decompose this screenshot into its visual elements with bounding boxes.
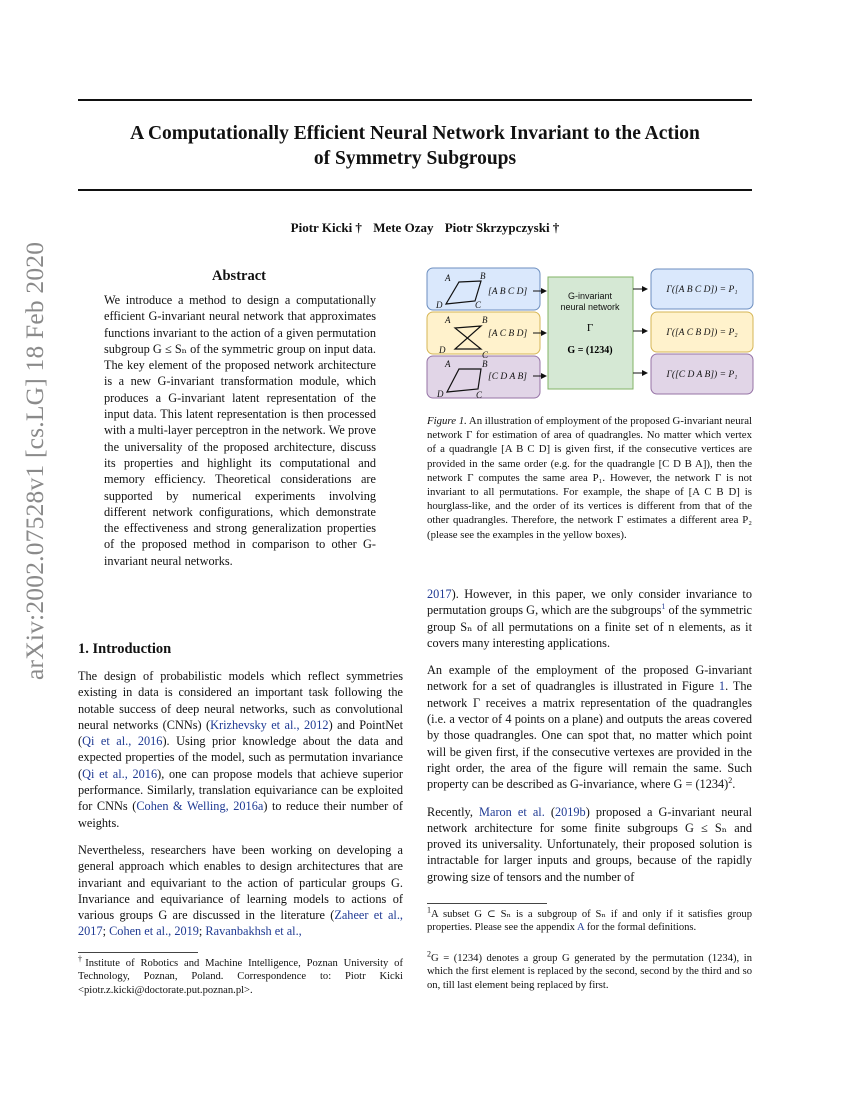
tuple-label-2: [A C B D] <box>488 329 528 339</box>
citation-link[interactable]: Cohen & Welling, 2016a <box>136 799 264 814</box>
gamma-symbol: Γ <box>586 322 594 334</box>
vertex-label: C <box>475 300 482 310</box>
paper-title <box>78 121 752 171</box>
text-run: ). However, in this paper, we only consider invariance to permutation groups G, which are the subgroups <box>427 587 752 618</box>
footnote-mark: 1 <box>427 905 431 915</box>
footnote-text: Institute of Robotics and Machine Intelligence, Poznan University of Technology, Poznan, Poland. Correspondence to: Piotr Kicki <piotr.z.kicki@doctorate.put.poznan.pl>. <box>78 958 404 996</box>
arxiv-side-label: arXiv:2002.07528v1 [cs.LG] 18 Feb 2020 <box>20 241 49 680</box>
vertex-label: B <box>480 271 486 281</box>
vertex-label: A <box>445 273 451 283</box>
title-bottom-rule <box>78 189 752 191</box>
introduction-body <box>78 668 403 951</box>
text-run: Nevertheless, researchers have been working on developing a general approach which enables to design architectures that are invariant and equivariant to the action of particular groups G. Invariance and equivariance of learning models to actions of various groups G are discussed in the literature ( <box>78 842 403 923</box>
footnote-rule-left <box>78 952 198 953</box>
citation-link[interactable]: Ravanbakhsh et al., <box>205 924 302 939</box>
vertex-label: C <box>482 350 489 360</box>
introduction-heading: 1. Introduction <box>78 641 172 657</box>
text-run: ), one can propose models that achieve superior performance. Similarly, translation equivariance can be exploited for CNNs ( <box>78 766 403 814</box>
author-3: Piotr Skrzypczyski † <box>444 220 560 235</box>
intro-paragraph-2 <box>78 842 403 940</box>
figure-1-diagram <box>425 265 755 405</box>
caption-text <box>427 414 752 542</box>
intro-paragraph-1 <box>78 668 403 831</box>
text-run: The design of probabilistic models which reflect symmetries existing in data is considered an important task following the notable success of deep neural networks, such as convolutional neural networks (CNNs) ( <box>78 669 403 732</box>
vertex-label: D <box>439 345 446 355</box>
citation-link[interactable]: Qi et al., 2016 <box>82 766 158 781</box>
right-column-body <box>427 586 752 896</box>
text-run: An example of the employment of the proposed G-invariant network for a set of quadrangles is illustrated in Figure <box>427 663 752 694</box>
text-run: ) to reduce their number of weights. <box>78 799 403 830</box>
affiliation-footnote <box>78 954 404 997</box>
vertex-label: A <box>445 359 451 369</box>
vertex-label: D <box>436 300 443 310</box>
author-list <box>0 220 850 236</box>
footnote-rule-right <box>427 903 547 904</box>
tuple-label-3: [C D A B] <box>488 372 527 382</box>
abstract-body <box>104 292 376 580</box>
title-line-2: of Symmetry Subgroups <box>313 148 517 169</box>
author-1: Piotr Kicki † <box>290 220 362 235</box>
text-run: ; <box>198 924 206 939</box>
abstract-text: We introduce a method to design a computationally efficient G-invariant neural network that approximates functions invariant to the action of a given permutation subgroup G ≤ Sₙ of the symmetric group on input data. The key element of the proposed network architecture is a new G-invariant transformation module, which produces a G-invariant latent representation of the input data. This latent representation is then processed with a multi-layer perceptron in the network. We prove the universality of the proposed architecture, discuss its properties and highlight its computational and memory efficiency. Theoretical considerations are supported by numerical experiments involving different network configurations, which demonstrate the effectiveness and strong generalization properties of the proposed method in comparison to other G-invariant neural networks. <box>104 293 376 568</box>
vertex-label: B <box>482 359 488 369</box>
caption-body: An illustration of employment of the proposed G-invariant neural network Γ for estimation of area of quadrangles. No matter which vertex of a quadrangle [A B C D] is given first, if the consecutive vertices are provided in the same order (e.g. for the quadrangle [C D B A]), then the network Γ computes the same area P₁. However, the network Γ is not invariant to all permutations. For example, the shape of [A C B D] is hourglass-like, and the order of its vertices is different from that of the other quadrangles. Therefore, the network Γ estimates a different area P₂ (please see the examples in the yellow boxes). <box>427 415 752 541</box>
citation-link[interactable]: 2017 <box>427 587 452 601</box>
footnote-1 <box>427 905 752 935</box>
text-run: Recently, <box>427 804 480 819</box>
footnote-text: for the formal definitions. <box>584 922 697 934</box>
footnote-ref-1[interactable]: 1 <box>661 602 666 612</box>
right-paragraph-1 <box>427 586 752 651</box>
citation-link[interactable]: Maron et al. <box>479 804 545 819</box>
footnote-mark: 2 <box>427 949 431 959</box>
figure-link[interactable]: 1 <box>718 679 726 694</box>
text-run: ). Using prior knowledge about the data and expected properties of the model, such as permutation invariance ( <box>78 734 403 781</box>
citation-link[interactable]: Qi et al., 2016 <box>82 734 163 749</box>
vertex-label: B <box>482 315 488 325</box>
right-paragraph-2 <box>427 662 752 792</box>
footnote-text: A subset G ⊂ Sₙ is a subgroup of Sₙ if and only if it satisfies group properties. Please see the appendix <box>427 909 752 934</box>
vertex-label: D <box>437 389 444 399</box>
group-label: G = (1234) <box>567 345 613 356</box>
network-label-line-1: G-invariant <box>567 291 613 301</box>
footnote-text: G = (1234) denotes a group G generated by the permutation (1234), in which the first element is replaced by the second, second by the third and so on, till last element being replaced by first. <box>427 953 752 991</box>
top-rule <box>78 99 752 101</box>
footnote-ref-2[interactable]: 2 <box>728 776 733 786</box>
abstract-heading: Abstract <box>212 268 266 284</box>
text-run: ( <box>544 804 555 819</box>
text-run: ; <box>102 924 110 939</box>
title-line-1: A Computationally Efficient Neural Network Invariant to the Action <box>130 123 700 144</box>
vertex-label: C <box>476 390 483 400</box>
text-run: ) proposed a G-invariant neural network architecture for some finite subgroups G ≤ Sₙ and proved its universality. Unfortunately, their proposed solution is intractable for larger inputs and groups, because of the rapidly growing size of tensors and the number of <box>427 804 752 884</box>
output-label-2: Γ([A C B D]) = P₂ <box>666 328 738 338</box>
citation-link[interactable]: 2019b <box>554 804 586 819</box>
text-run: of the symmetric group Sₙ of all permutations on a finite set of n elements, as it covers many interesting applications. <box>427 603 752 650</box>
citation-link[interactable]: Cohen et al., 2019 <box>109 924 199 939</box>
tuple-label-1: [A B C D] <box>488 287 528 297</box>
network-label-line-2: neural network <box>560 302 620 312</box>
vertex-label: A <box>445 315 451 325</box>
right-paragraph-3 <box>427 804 752 885</box>
text-run: . The network Γ receives a matrix representation of the quadrangles (i.e. a vector of 4 points on a plane) and outputs the areas covered by those quadrangles. One can spot that, no matter which point will be given first, if the consecutive vertexes are provided in the right order, the area of the figure will remain the same. Such property can be described as G-invariance, where G = (1234) <box>427 679 752 792</box>
figure-caption <box>427 414 752 553</box>
citation-link[interactable]: Zaheer et al., 2017 <box>78 908 403 939</box>
text-run: . <box>732 777 736 792</box>
footnote-mark: † <box>78 954 86 964</box>
text-run: ) and PointNet ( <box>78 717 403 749</box>
output-label-1: Γ([A B C D]) = P₁ <box>666 285 738 295</box>
appendix-link[interactable]: A <box>577 922 585 934</box>
author-2: Mete Ozay <box>373 220 434 235</box>
citation-link[interactable]: Krizhevsky et al., 2012 <box>210 717 329 732</box>
output-label-3: Γ([C D A B]) = P₁ <box>666 370 738 380</box>
caption-label: Figure 1. <box>427 415 467 427</box>
footnote-2 <box>427 949 752 992</box>
